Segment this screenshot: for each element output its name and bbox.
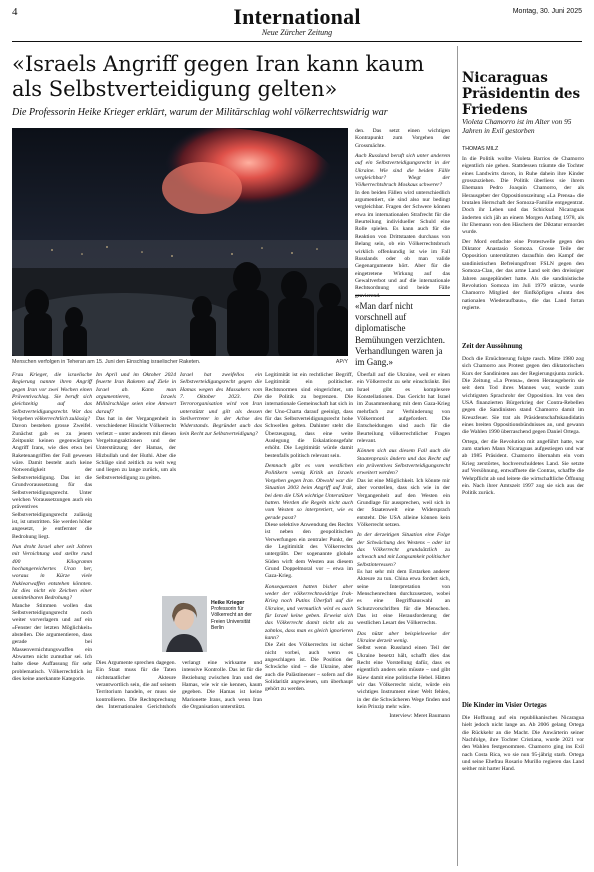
answer: Manche Stimmen wollen das Selbstverteidigungsrecht noch weiter vorverlagern und auf ein «Fenster der letzten Möglichkeit» abstellen. Die argumentieren, dass gerade bei Massenvernichtungswaffen ein Abwarten nicht zumutbar sei. Ich halte diese Auffassung für sehr problematisch. Völkerrechtlich ist dies keine anerkannte Kategorie.: [12, 602, 92, 683]
issue-date: Montag, 30. Juni 2025: [512, 8, 582, 15]
question: Auch Russland beruft sich unter anderem auf ein Selbstverteidigungsrecht in der Ukraine. Wie sind die beiden Fälle vergleichbar? Wiegt der Völkerrechtsbruch Moskaus schwerer?: [355, 153, 450, 189]
question: Das nützt aber beispielsweise der Ukraine derzeit wenig.: [357, 630, 450, 645]
paragraph: Der Mord entfachte eine Protestwelle gegen den Diktator Anastasio Somoza. Grosse Teile der Opposition unterstützten daraufhin den Kampf der sandinistischen Befreiungsfront FSLN gegen den Somoza-Clan, der das arme Land seit den dreissiger Jahren ausgeplündert hatte. Als die sandinistische Revolution Somoza im Juli 1979 stürzte, wurde Chamorro Mitglied der fünfköpfigen «Junta des nationalen Wiederaufbaus», die das Land fortan regierte.: [462, 238, 584, 311]
column-2: [96, 372, 176, 592]
answer: In den beiden Fällen wird unterschiedlich argumentiert, sie sind also nur bedingt vergleichbar. Fragen der Schwere können etwa im internationalen Strafrecht für die Beurteilung individueller Schuld eine Rolle spielen. Es kann auch für die Reaktion von Drittstaaten durchaus von Belang sein, ob ein Völkerrechtsbruch wirklich offenkundig ist wie im Fall Russlands oder ob man valide Gegenargumente hört. Aber für die eingetretene Wirkung auf das Gewaltverbot und auf die internationale Rechtsordnung sind beide Fälle gravierend.: [355, 189, 450, 299]
paragraph: Doch die Ernüchterung folgte rasch. Mitte 1980 zog sich Chamorro aus Protest gegen den diktatorischen Kurs der Sandinisten aus der Regierungsjunta zurück. Die Zeitung «La Prensa», deren Herausgeberin sie seit dem Tod ihres Mannes war, wurde zum wichtigsten Sprachrohr der Opposition. Im von den USA finanzierten Bürgerkrieg der Contra-Rebellen gegen die Sandinisten stand Chamorro damit im Kreuzfeuer. Sie trat als Präsidentschaftskandidatin eines breiten Oppositionsbündnisses an, und gewann die Wahlen 1990 überraschend gegen Daniel Ortega.: [462, 356, 584, 436]
answer: Diese selektive Anwendung des Rechts ist neben den geopolitischen Verwerfungen ein zentraler Punkt, der die Legitimität des Völkerrechts untergräbt. Der sogenannte globale Süden wirft dem Westen aus diesem Grund Doppelmoral vor – etwa im Gaza-Krieg.: [265, 521, 353, 580]
paper-name: Neue Zürcher Zeitung: [261, 28, 333, 37]
question: Konsequenzen hatten bisher aber weder der völkerrechtswidrige Irak-Krieg noch Putins Überfall auf die Ukraine, und vermutlich wird es auch für Israel keine geben. Erweist sich das Völkerrecht damit nicht als zu zahnlos, dass man es gleich ignorieren kann?: [265, 583, 353, 642]
paragraph: den. Das setzt einen wichtigen Kontrapunkt zum Vorgehen der Grossmächte.: [355, 128, 450, 149]
interview-credit: Interview: Meret Baumann: [389, 713, 450, 720]
subheadline: Die Professorin Heike Krieger erklärt, warum der Militärschlag wohl völkerrechtswidrig war: [12, 107, 388, 118]
question: Israel hat zweifellos ein Selbstverteidigungsrecht gegen die Hamas wegen des Massakers vom 7. Oktober 2023. Die Terrororganisation wird von Iran unterstützt und gilt als dessen Stellvertreter in der Achse des Widerstands. Begründet auch das kein Recht zur Selbstverteidigung?: [180, 372, 262, 437]
answer: Davon bestehen grosse Zweifel. Zunächst gab es zu jenem Zeitpunkt keinen gegenwärtigen Angriff Irans, wie dies etwa bei Raketenangriffen der Fall gewesen wäre. Damit besteht auch keine Notwendigkeit der Selbstverteidigung. Das ist die Grundvoraussetzung für das Selbstverteidigungsrecht. Unter welchen Voraussetzungen auch ein präventives Selbstverteidigungsrecht zulässig ist, ist umstritten. Sie werden höher angesetzt, je entfernter die Bedrohung liegt.: [12, 423, 92, 540]
column-top-right: [355, 128, 450, 299]
question: Frau Krieger, die israelische Regierung nannte ihren Angriff gegen Iran vor zwei Wochen einen Präventivschlag. Sie beruft sich gleichzeitig auf das Selbstverteidigungsrecht. War das Vorgehen völkerrechtlich zulässig?: [12, 372, 92, 423]
column-5: [357, 372, 450, 862]
photo-credit: AP/Y: [335, 359, 348, 365]
sidebar-subline: Violeta Chamorro ist im Alter von 95 Jahren in Exil gestorben: [462, 117, 572, 135]
sidebar-body-1: [462, 156, 584, 338]
answer: Es hat sehr mit dem Erstarken anderer Akteure zu tun. China etwa fordert sich, seine Interpretation von Menschenrechten durchzusetzen, wobei es eine Begriffsauswahl an Schutzvorschriften für die Menschen. Das ist eine Herausforderung der westlichen Lesart des Völkerrechts.: [357, 568, 450, 627]
sidebar-body-3: [462, 715, 584, 863]
answer: Dies Argumente sprechen dagegen. Ein Staat muss für die Taten nichtstaatlicher Akteure verantwortlich sein, die auf seinem Territorium handeln, er muss sie kontrollieren. Die Rechtsprechung des Internationalen Gerichtshofs verlangt eine wirksame und intensive Kontrolle. Das ist für die Beziehung zwischen Iran und der Hamas, wie wir sie kennen, kaum gegeben. Die Hamas ist keine Marionette Irans, auch wenn Iran die Organisation unterstützt.: [96, 660, 262, 711]
column-4: [265, 372, 353, 862]
paragraph: Die Hoffnung auf ein republikanisches Nicaragua hielt jedoch nicht lange an. Ab 2006 gelang Ortega die Rückkehr an die Macht. Die Anwärterin seiner Nachfolge, ihre Tochter Cristiana, wurde 2021 vor den Wahlen festgenommen. Chamorro ging ins Exil nach Costa Rica, wo sie nun 95-jährig starb. Ortega und seine Ehefrau Rosario Murillo regieren das Land seither mit harter Hand.: [462, 715, 584, 773]
page-number: 4: [12, 6, 18, 18]
question: Nun droht Israel aber seit Jahren mit Vernichtung und stellte rund 400 Kilogramm hochangereichertes Uran her, woraus in Kürze viele Nuklearwaffen entstehen könnten. Ist dies nicht ein Zeichen einer unmittelbaren Bedrohung?: [12, 543, 92, 602]
question: In der derzeitigen Situation eine Folge der Schwächung des Westens – oder ist das Völkerrecht grundsätzlich zu schwach und mit Langsamkeit politischer Selbstinteressen?: [357, 532, 450, 568]
sidebar-body-2: [462, 356, 584, 696]
answer: Überfall auf die Ukraine, weil er einen ein Völkerrecht zu sehr einschränkt. Bei Israel gibt es komplexere Konstellationen. Das Gericht hat Israel im Zusammenhang mit dem Gaza-Krieg mehrfach zur Verhinderung von Völkermord aufgefordert. Die Entscheidungen sind auch für die Beurteilung völkerrechtlicher Fragen relevant.: [357, 372, 450, 445]
answer: Das ist eine Möglichkeit. Ich könnte mir aber vorstellen, dass sich wie in der Vergangenheit auf den Westen ein Grundlage für aussprechen, weil sich in der Staatenwelt eine Widersprach entsteht. Die USA alleine können kein Völkerrecht setzen.: [357, 477, 450, 528]
paragraph: Ortega, der die Revolution mit angeführt hatte, war zum starken Mann Nicaraguas aufgestiegen und war ab 1985 Präsident. Chamorro übernahm ein vom Krieg zerstörtes, hochverschuldetes Land. Sie setzte auf Versöhnung, entwaffnete die Contras, schaffte die Wehrpflicht ab und leitete die wirtschaftliche Öffnung ein. Nach ihrer Amtszeit 1997 zog sie sich aus der Politik zurück.: [462, 438, 584, 497]
caption-text: Menschen verfolgen in Teheran am 15. Juni den Einschlag israelischer Raketen.: [12, 359, 201, 365]
portrait-caption: [211, 600, 261, 631]
pull-quote: «Man darf nicht vorschnell auf diplomatische Bemühungen verzichten. Verhandlungen waren ja im Gang.»: [355, 295, 450, 368]
sidebar-section-heading: Zeit der Aussöhnung: [462, 343, 523, 350]
column-2-3-bottom: [96, 660, 262, 860]
question: Im April und im Oktober 2024 feuerte Iran Raketen auf Ziele in Israel ab. Kann man argumentieren, Israels Militärschläge seien eine Antwort darauf?: [96, 372, 176, 415]
portrait-name: Heike Krieger: [211, 600, 245, 606]
sidebar-author: THOMAS MILZ: [462, 146, 499, 152]
headline: «Israels Angriff gegen Iran kann kaum als Selbstverteidigung gelten»: [12, 52, 425, 101]
question: Demnach gibt es vom westlichen Politikern wenig Kritik an Israels Vorgehen gegen Iran. Obwohl war die Situation 2003 beim Angriff auf Irak, bei dem die USA wichtige Unterstützer hatten. Werden die Regeln nicht auch vom Westen so interpretiert, wie es gerade passt?: [265, 463, 353, 521]
section-title: International: [233, 4, 361, 29]
answer: Die Zeit des Völkerrechts ist sicher nicht vorbei, auch wenn es angeschlagen ist. Die Position der Schwäche sind – die Ukraine, aber auch die Palästinenser – sofern auf die Solidarität angewiesen, um überhaupt gehört zu werden.: [265, 642, 353, 693]
answer: Das hat in der Vergangenheit in verschiedener Hinsicht Völkerrecht verletzt – unter anderem mit diesen Vergeltungsaktionen und der Unterstützung der Hamas, der Hizbullah und der Huthi. Aber die Schläge sind zeitlich zu weit weg und liegen zu lange zurück, um als Selbstverteidigung zu gelten.: [96, 416, 176, 481]
column-1: [12, 372, 92, 862]
column-3: [180, 372, 262, 592]
portrait-role: Professorin für Völkerrecht an der Freien Universität Berlin: [211, 606, 252, 631]
sidebar-section-heading: Die Kinder im Visier Ortegas: [462, 702, 547, 709]
paragraph: In die Politik wollte Violeta Barrios de Chamorro eigentlich nie gehen. Stattdessen träumte die Tochter eines Landwirts davon, in Ruhe dahein ihre Kinder grosszuziehen. Die Politik überliess sie ihrem Ehemann Pedro Joaquín Chamorro, der als Herausgeber der Oppositionszeitung «La Prensa» die brutalen Herrschaft der Somoza-Familie entgegentrat. Doch ihr Leben und das Schicksal Nicaraguas änderten sich jäh an einem Morgen Anfang 1978, als ihr Ehemann von den Häschern der Diktatur ermordet wurde.: [462, 156, 584, 236]
sidebar-title: Nicaraguas Präsidentin des Friedens: [462, 70, 581, 118]
author-portrait: [162, 596, 207, 652]
question: Können sich aus diesem Fall auch die Staatenpraxis ändern und das Recht auf ein präventives Selbstverteidigungsrecht erweitert werden?: [357, 448, 450, 477]
photo-caption: [12, 359, 348, 365]
answer: Legitimität ist ein rechtlicher Begriff, Legitimität ein politischer. Rechtsnormen sind eingerichtet, um die Politik zu begrenzen. Die internationale Gemeinschaft hat sich in der Uno-Charta darauf geeinigt, dass für das Selbstverteidigungsrecht hohe Schwellen gelten. Dahinter steht die Überzeugung, dass eine weite Auslegung die Eskalationsgefahr erhöht. Die Legitimität würde damit bestenfalls politisch relevant sein.: [265, 372, 353, 459]
tehran-skyline-photo: [12, 128, 348, 356]
lead-photo: [12, 128, 348, 356]
answer: Selbst wenn Russland einen Teil der Ukraine besetzt hält, schafft dies das Recht eine Vorstellung dafür, dass es eigentlich anders sein müsste – und gibt Kiew damit eine politische Hebel. Hätten wir das Völkerrecht nicht, würde ein wichtiges Instrument einer Welt fehlen, in der die Schwächeren Wege finden und kein Prinzip mehr wäre.: [357, 645, 450, 711]
column-divider: [457, 46, 458, 866]
masthead: [12, 4, 582, 42]
portrait-photo: [162, 596, 207, 652]
